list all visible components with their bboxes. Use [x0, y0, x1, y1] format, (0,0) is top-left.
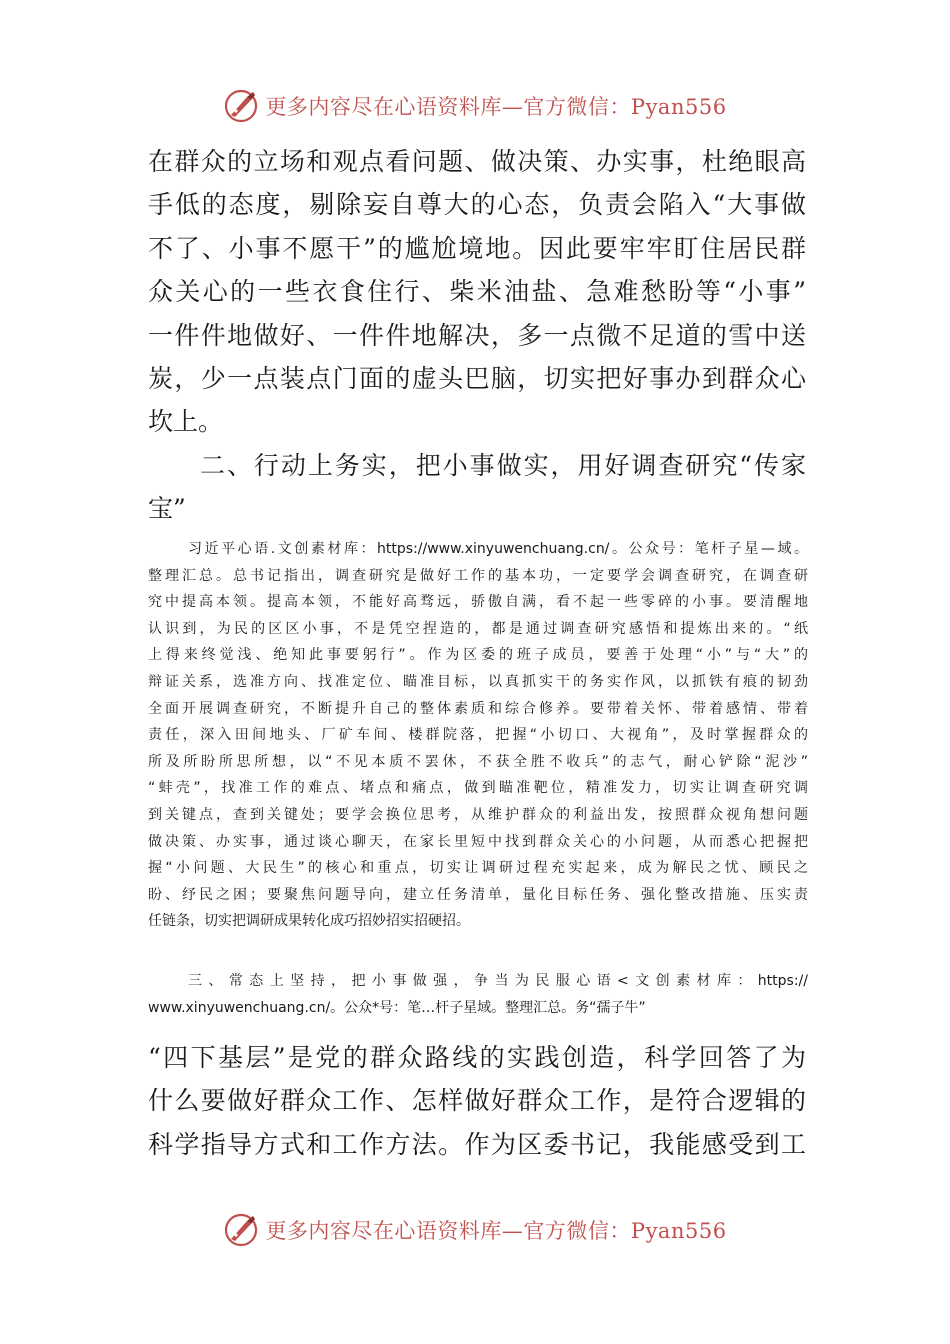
- text-line: 认识到，为民的区区小事，不是凭空捏造的，都是通过调查研究感悟和提炼出来的。“纸: [148, 620, 808, 637]
- small-paragraph: [148, 536, 808, 935]
- heading-line: www.xinyuwenchuang.cn/。公众*号：笔…杆子星域。整理汇总。务“孺子牛”: [148, 999, 646, 1016]
- section-heading-2: [148, 444, 806, 531]
- text-line: 什么要做好群众工作、怎样做好群众工作，是符合逻辑的: [148, 1086, 806, 1116]
- text-line: 科学指导方式和工作方法。作为区委书记，我能感受到工: [148, 1129, 806, 1159]
- text-line: 到关键点，查到关键处；要学会换位思考，从维护群众的利益出发，按照群众视角想问题: [148, 806, 808, 823]
- banner-text: 更多内容尽在心语资料库—官方微信：Pyan556: [265, 1219, 727, 1243]
- text-line: 握“小问题、大民生”的核心和重点，切实让调研过程充实起来，成为解民之忧、顾民之: [148, 860, 808, 877]
- text-line: “四下基层”是党的群众路线的实践创造，科学回答了为: [148, 1043, 806, 1072]
- heading-line: 二、行动上务实，把小事做实，用好调查研究“传家: [200, 451, 806, 480]
- text-line: 在群众的立场和观点看问题、做决策、办实事，杜绝眼高: [148, 147, 806, 176]
- text-line: 一件件地做好、一件件地解决，多一点微不足道的雪中送: [148, 320, 806, 350]
- text-line: 不了、小事不愿干”的尴尬境地。因此要牢牢盯住居民群: [148, 233, 806, 263]
- text-line: 手低的态度，剔除妄自尊大的心态，负责会陷入“大事做: [148, 190, 806, 220]
- text-line: 任链条，切实把调研成果转化成巧招妙招实招硬招。: [148, 913, 470, 930]
- text-line: 究中提高本领。提高本领，不能好高骛远，骄傲自满，看不起一些零碎的小事。要清醒地: [148, 594, 808, 611]
- text-line: 坎上。: [148, 407, 224, 437]
- text-line: 做决策、办实事，通过谈心聊天，在家长里短中找到群众关心的小问题，从而悉心把握把: [148, 833, 808, 850]
- text-line: 众关心的一些衣食住行、柴米油盐、急难愁盼等“小事”: [148, 277, 806, 307]
- text-line: 上得来终觉浅、绝知此事要躬行”。作为区委的班子成员，要善于处理“小”与“大”的: [148, 647, 808, 664]
- text-line: 责任，深入田间地头、厂矿车间、楼群院落，把握“小切口、大视角”，及时掌握群众的: [148, 727, 808, 744]
- pen-nib-logo-icon: [223, 1212, 259, 1248]
- pen-nib-logo-icon: [223, 88, 259, 124]
- text-line: 全面开展调查研究，不断提升自己的整体素质和综合修养。要带着关怀、带着感情、带着: [148, 700, 808, 717]
- text-line: 盼、纾民之困；要聚焦问题导向，建立任务清单，量化目标任务、强化整改措施、压实责: [148, 886, 808, 903]
- heading-line: 三、常态上坚持，把小事做强，争当为民服心语<文创素材库：https://: [188, 973, 808, 989]
- text-line: “蚌壳”，找准工作的难点、堵点和痛点，做到瞄准靶位，精准发力，切实让调查研究调: [148, 780, 808, 797]
- text-line: 习近平心语.文创素材库：https://www.xinyuwenchuang.cn/。公众号：笔杆子星—域。: [188, 541, 808, 557]
- text-line: 所及所盼所思所想，以“不见本质不罢休，不获全胜不收兵”的志气，耐心铲除“泥沙”: [148, 753, 808, 770]
- text-line: 整理汇总。总书记指出，调查研究是做好工作的基本功，一定要学会调查研究，在调查研: [148, 567, 808, 584]
- banner-text: 更多内容尽在心语资料库—官方微信：Pyan556: [265, 95, 727, 119]
- header-banner: [0, 86, 950, 126]
- footer-banner: [0, 1210, 950, 1250]
- section-heading-3: [148, 968, 808, 1021]
- paragraph-3: [148, 1036, 806, 1166]
- paragraph-1: [148, 140, 806, 444]
- text-line: 辩证关系，选准方向、找准定位、瞄准目标，以真抓实干的务实作风，以抓铁有痕的韧劲: [148, 673, 808, 690]
- heading-line: 宝”: [148, 494, 186, 524]
- text-line: 炭，少一点装点门面的虚头巴脑，切实把好事办到群众心: [148, 363, 806, 393]
